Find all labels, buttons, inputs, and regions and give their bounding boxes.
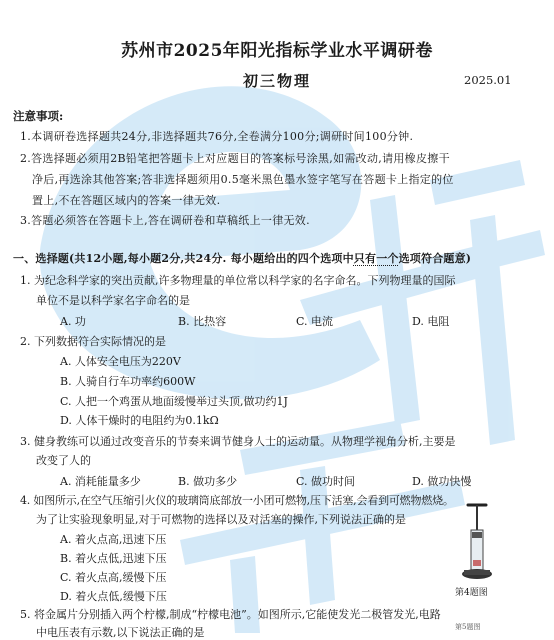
q1-option-d: D. 电阻 (412, 315, 450, 328)
q1-option-c: C. 电流 (296, 315, 334, 328)
q2-stem: 2. 下列数据符合实际情况的是 (20, 335, 166, 348)
q4-option-b: B. 着火点低,迅速下压 (60, 552, 167, 565)
section-prefix: 一、选择题(共12小题,每小题2分,共24分. 每小题给出的四个选项中 (13, 252, 354, 265)
q1-stem-cont: 单位不是以科学家名字命名的是 (36, 294, 190, 307)
compression-igniter-figure (452, 502, 502, 584)
q2-option-b: B. 人骑自行车功率约600W (60, 375, 196, 388)
notice-line: 2.答选择题必须用2B铅笔把答题卡上对应题目的答案标号涂黑,如需改动,请用橡皮擦干 (20, 152, 450, 165)
q3-stem-cont: 改变了人的 (36, 454, 91, 467)
section-heading (13, 250, 471, 266)
q1-stem: 1. 为纪念科学家的突出贡献,许多物理量的单位常以科学家的名字命名。下列物理量的国际 (20, 274, 456, 287)
q2-option-c: C. 人把一个鸡蛋从地面缓慢举过头顶,做功约1J (60, 395, 288, 408)
notice-line: 净后,再选涂其他答案;答非选择题须用0.5毫米黑色墨水签字笔写在答题卡上指定的位 (32, 173, 454, 186)
q3-stem: 3. 健身教练可以通过改变音乐的节奏来调节健身人士的运动量。从物理学视角分析,主要是 (20, 435, 456, 448)
exam-title: 苏州市2025年阳光指标学业水平调研卷 (121, 41, 433, 61)
q1-option-a: A. 功 (60, 315, 86, 328)
section-suffix: 选项符合题意) (398, 252, 472, 265)
q3-option-c: C. 做功时间 (296, 475, 356, 488)
notice-line: 1.本调研卷选择题共24分,非选择题共76分,全卷满分100分;调研时间100分钟. (20, 130, 414, 143)
q2-option-d: D. 人体干燥时的电阻约为0.1kΩ (60, 414, 219, 427)
q4-option-d: D. 着火点低,缓慢下压 (60, 590, 167, 603)
q3-option-d: D. 做功快慢 (412, 475, 472, 488)
q4-option-a: A. 着火点高,迅速下压 (60, 533, 167, 546)
notice-heading: 注意事项: (13, 109, 64, 123)
q3-option-b: B. 做功多少 (178, 475, 238, 488)
q4-option-c: C. 着火点高,缓慢下压 (60, 571, 167, 584)
q4-stem-cont: 为了让实验现象明显,对于可燃物的选择以及对活塞的操作,下列说法正确的是 (36, 513, 406, 526)
section-emphasis: 只有一个 (353, 252, 399, 265)
q2-option-a: A. 人体安全电压为220V (60, 355, 181, 368)
notice-line: 置上,不在答题区域内的答案一律无效. (32, 194, 221, 207)
q1-option-b: B. 比热容 (178, 315, 227, 328)
q4-stem: 4. 如图所示,在空气压缩引火仪的玻璃筒底部放一小团可燃物,压下活塞,会看到可燃物燃烧。 (20, 494, 454, 507)
exam-date: 2025.01 (464, 73, 512, 87)
q5-figure-hint: 第5题图 (455, 623, 481, 631)
exam-subtitle: 初三物理 (242, 72, 311, 90)
notice-line: 3.答题必须答在答题卡上,答在调研卷和草稿纸上一律无效. (20, 214, 310, 227)
q4-figure-caption: 第4题图 (455, 588, 488, 598)
q5-stem: 5. 将金属片分别插入两个柠檬,制成“柠檬电池”。如图所示,它能使发光二极管发光,电路 (20, 608, 441, 621)
q3-option-a: A. 消耗能量多少 (60, 475, 141, 488)
q5-stem-cont: 中电压表有示数,以下说法正确的是 (36, 626, 205, 639)
